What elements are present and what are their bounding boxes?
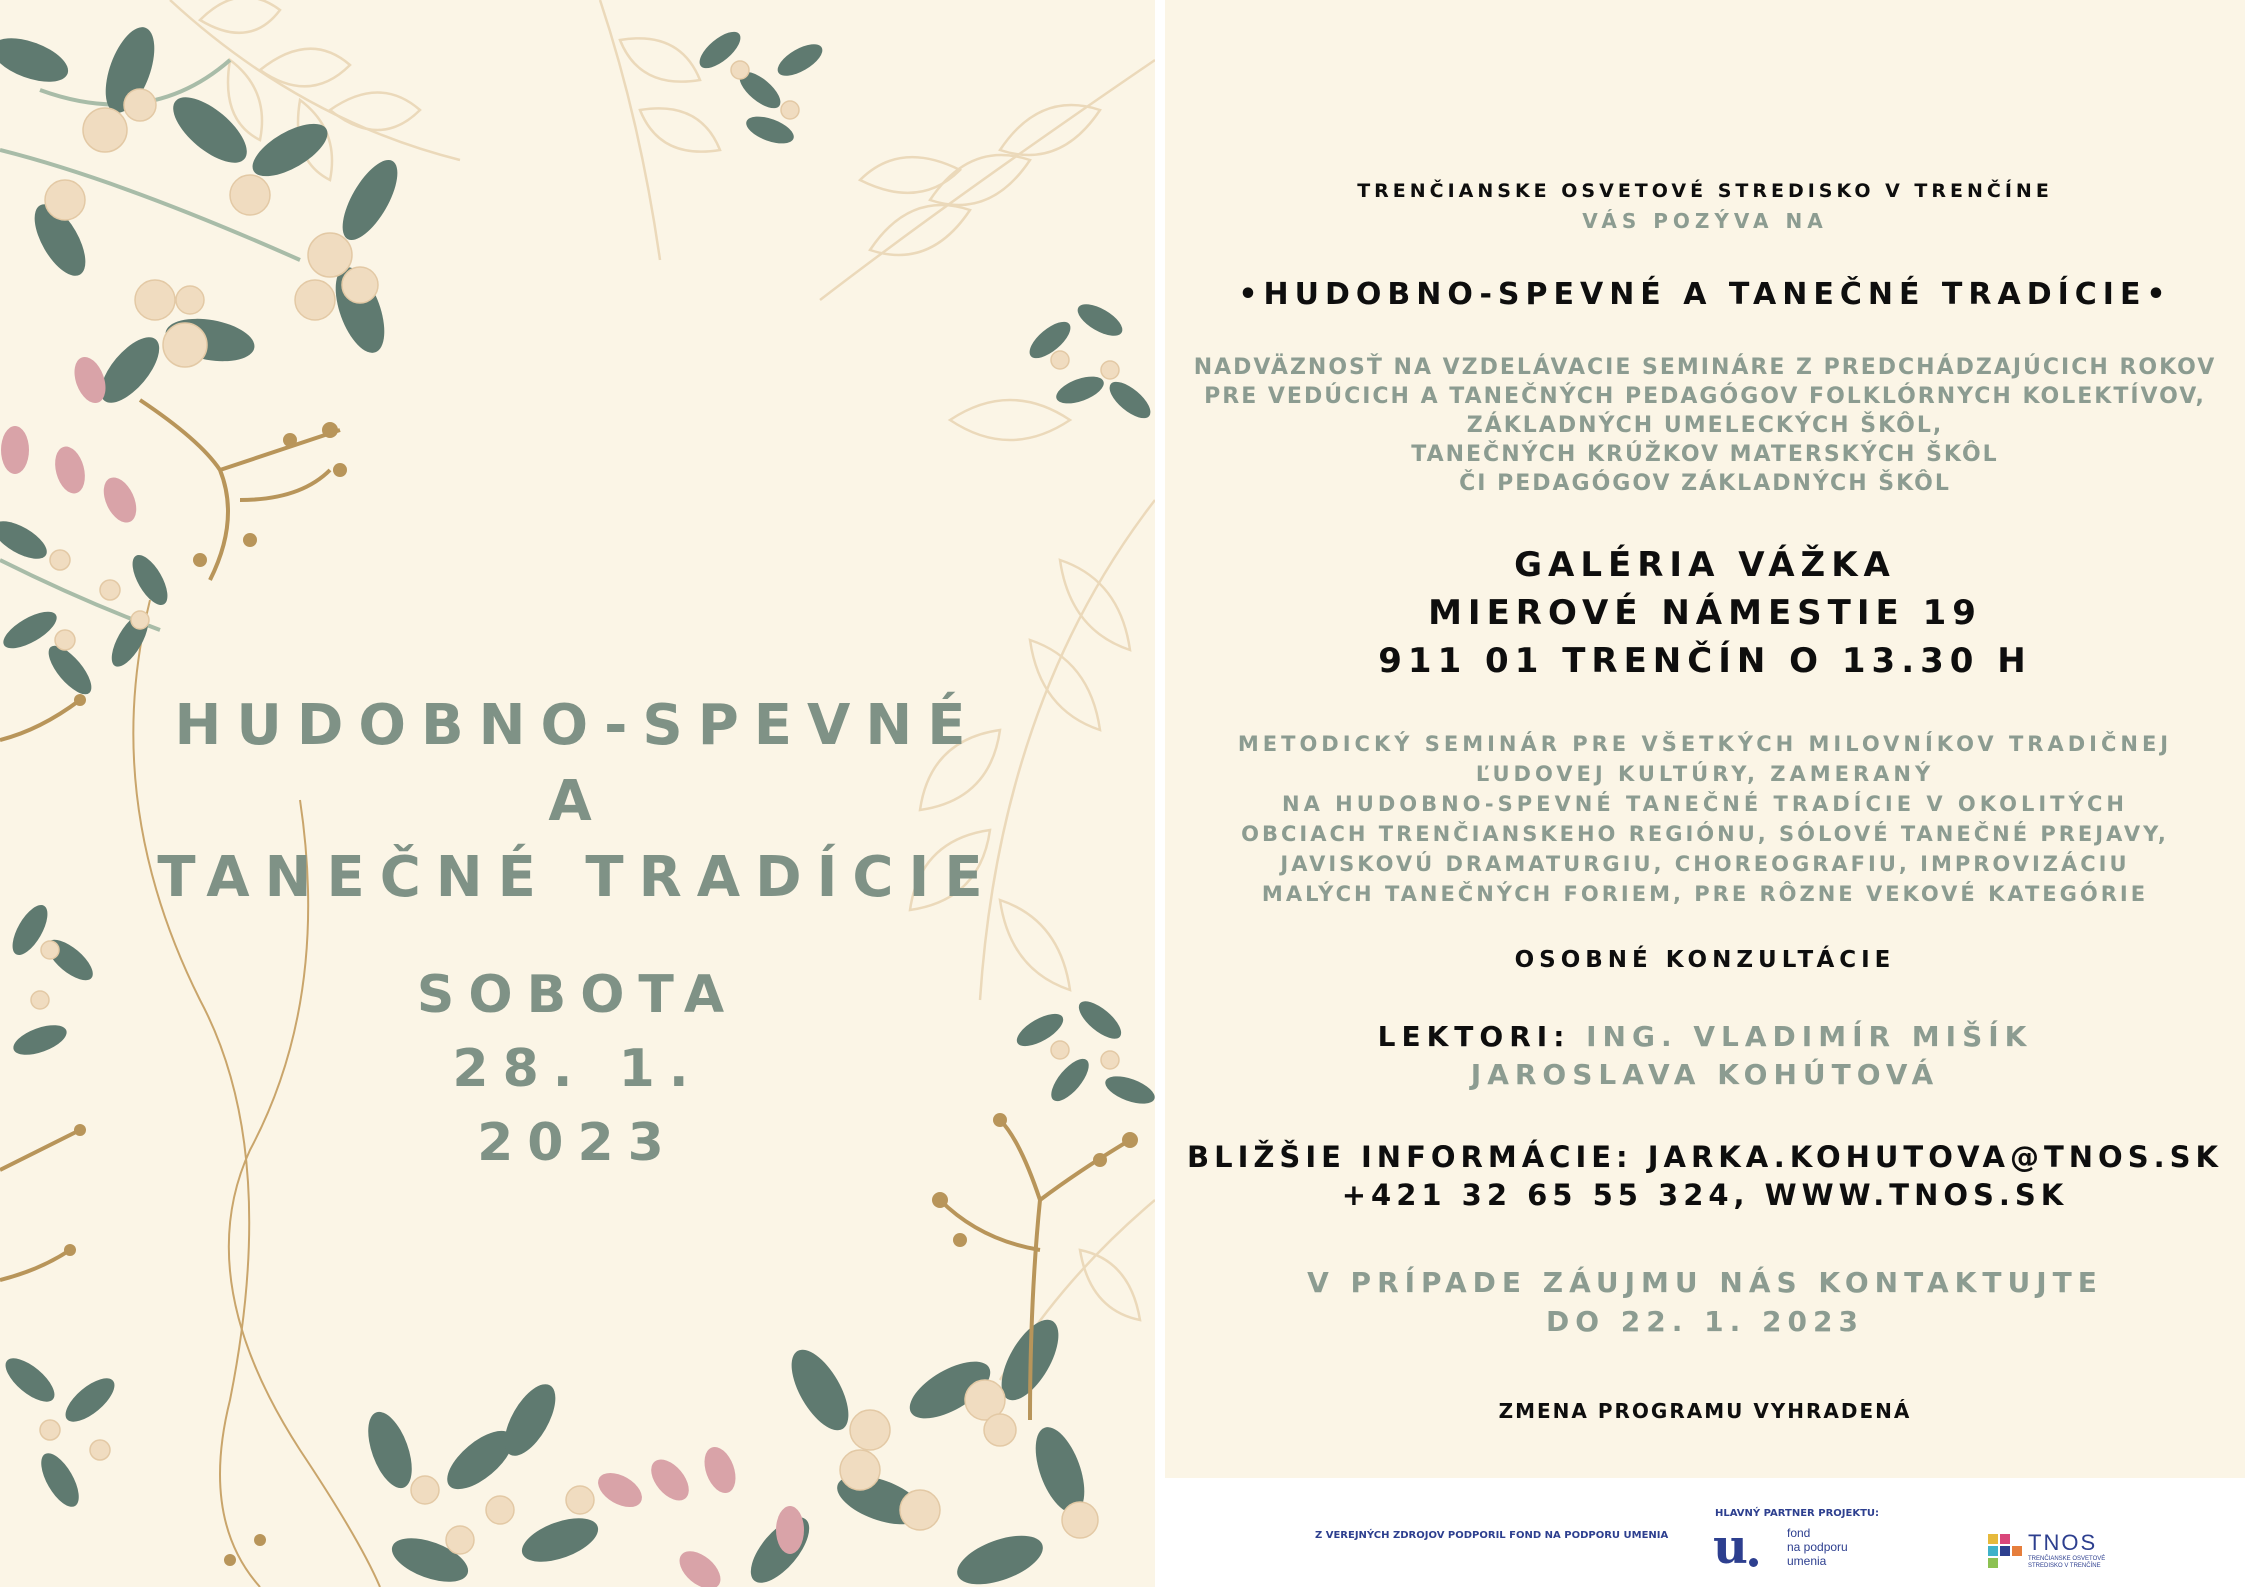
contact-line-2: DO 22. 1. 2023 — [1546, 1305, 1864, 1338]
partner-label: HLAVNÝ PARTNER PROJEKTU: — [1715, 1508, 1880, 1519]
consultations-text: OSOBNÉ KONZULTÁCIE — [1514, 947, 1896, 973]
program-change-notice: ZMENA PROGRAMU VYHRADENÁ — [1498, 1399, 1912, 1423]
poster-title-line-3: TANEČNÉ TRADÍCIE — [157, 845, 998, 910]
event-title: •HUDOBNO-SPEVNÉ A TANEČNÉ TRADÍCIE• — [1238, 277, 2172, 312]
description-line-4: OBCIACH TRENČIANSKEHO REGIÓNU, SÓLOVÉ TANEČNÉ PREJAVY, — [1241, 822, 2169, 846]
lecturer-2: JAROSLAVA KOHÚTOVÁ — [1470, 1058, 1940, 1091]
intro-line-5: ČI PEDAGÓGOV ZÁKLADNÝCH ŠKÔL — [1459, 471, 1951, 496]
info-email-line: BLIŽŠIE INFORMÁCIE: JARKA.KOHUTOVA@TNOS.SK — [1187, 1140, 2223, 1174]
tnos-logo-mark — [1988, 1534, 2022, 1568]
fpu-logo-dot — [1749, 1558, 1758, 1567]
venue-name: GALÉRIA VÁŽKA — [1514, 545, 1896, 585]
description-line-6: MALÝCH TANEČNÝCH FORIEM, PRE RÔZNE VEKOVÉ KATEGÓRIE — [1261, 882, 2149, 906]
lecturers-line — [1165, 1020, 2245, 1053]
organizer-name: TRENČIANSKE OSVETOVÉ STREDISKO V TRENČÍNE — [1357, 180, 2053, 202]
tnos-logo-text: TNOS — [2028, 1530, 2098, 1555]
tnos-logo — [1988, 1530, 2108, 1574]
poster-title-line-1: HUDOBNO-SPEVNÉ — [174, 693, 981, 758]
support-text: Z VEREJNÝCH ZDROJOV PODPORIL FOND NA PODPORU UMENIA — [1315, 1530, 1669, 1541]
poster-title-line-2: A — [548, 769, 607, 834]
intro-line-4: TANEČNÝCH KRÚŽKOV MATERSKÝCH ŠKÔL — [1411, 442, 1999, 467]
venue-city-time: 911 01 TRENČÍN O 13.30 H — [1378, 641, 2032, 681]
fpu-logo-line-3: umenia — [1787, 1554, 1827, 1568]
description-line-3: NA HUDOBNO-SPEVNÉ TANEČNÉ TRADÍCIE V OKOLITÝCH — [1282, 792, 2128, 816]
fpu-logo-line-1: fond — [1787, 1526, 1811, 1540]
tnos-logo-sub-1: TRENČIANSKE OSVETOVÉ — [2028, 1556, 2106, 1562]
event-date: 28. 1. — [452, 1039, 703, 1099]
description-line-2: ĽUDOVEJ KULTÚRY, ZAMERANÝ — [1475, 762, 1935, 786]
info-phone-web-line: +421 32 65 55 324, WWW.TNOS.SK — [1341, 1178, 2069, 1212]
lecturers-label: LEKTORI: — [1377, 1020, 1587, 1053]
event-day: SOBOTA — [416, 965, 739, 1025]
fpu-logo-line-2: na podporu — [1787, 1540, 1848, 1554]
intro-line-2: PRE VEDÚCICH A TANEČNÝCH PEDAGÓGOV FOLKLÓRNYCH KOLEKTÍVOV, — [1204, 384, 2206, 409]
description-line-1: METODICKÝ SEMINÁR PRE VŠETKÝCH MILOVNÍKOV TRADIČNEJ — [1237, 732, 2173, 756]
contact-line-1: V PRÍPADE ZÁUJMU NÁS KONTAKTUJTE — [1307, 1266, 2103, 1299]
intro-line-1: NADVÄZNOSŤ NA VZDELÁVACIE SEMINÁRE Z PREDCHÁDZAJÚCICH ROKOV — [1193, 355, 2217, 380]
intro-line-3: ZÁKLADNÝCH UMELECKÝCH ŠKÔL, — [1466, 413, 1944, 438]
venue-address: MIEROVÉ NÁMESTIE 19 — [1428, 593, 1982, 633]
sponsors-footer — [1165, 1478, 2245, 1587]
event-year: 2023 — [477, 1113, 678, 1173]
fpu-logo-mark: u — [1713, 1519, 1748, 1575]
fpu-logo — [1713, 1519, 1853, 1575]
description-line-5: JAVISKOVÚ DRAMATURGIU, CHOREOGRAFIU, IMPROVIZÁCIU — [1280, 852, 2130, 876]
poster-right-panel — [1165, 0, 2245, 1478]
tnos-logo-sub-2: STREDISKO V TRENČÍNE — [2028, 1563, 2101, 1569]
invites-text: VÁS POZÝVA NA — [1582, 209, 1828, 233]
lecturer-1: ING. VLADIMÍR MIŠÍK — [1586, 1020, 2033, 1053]
